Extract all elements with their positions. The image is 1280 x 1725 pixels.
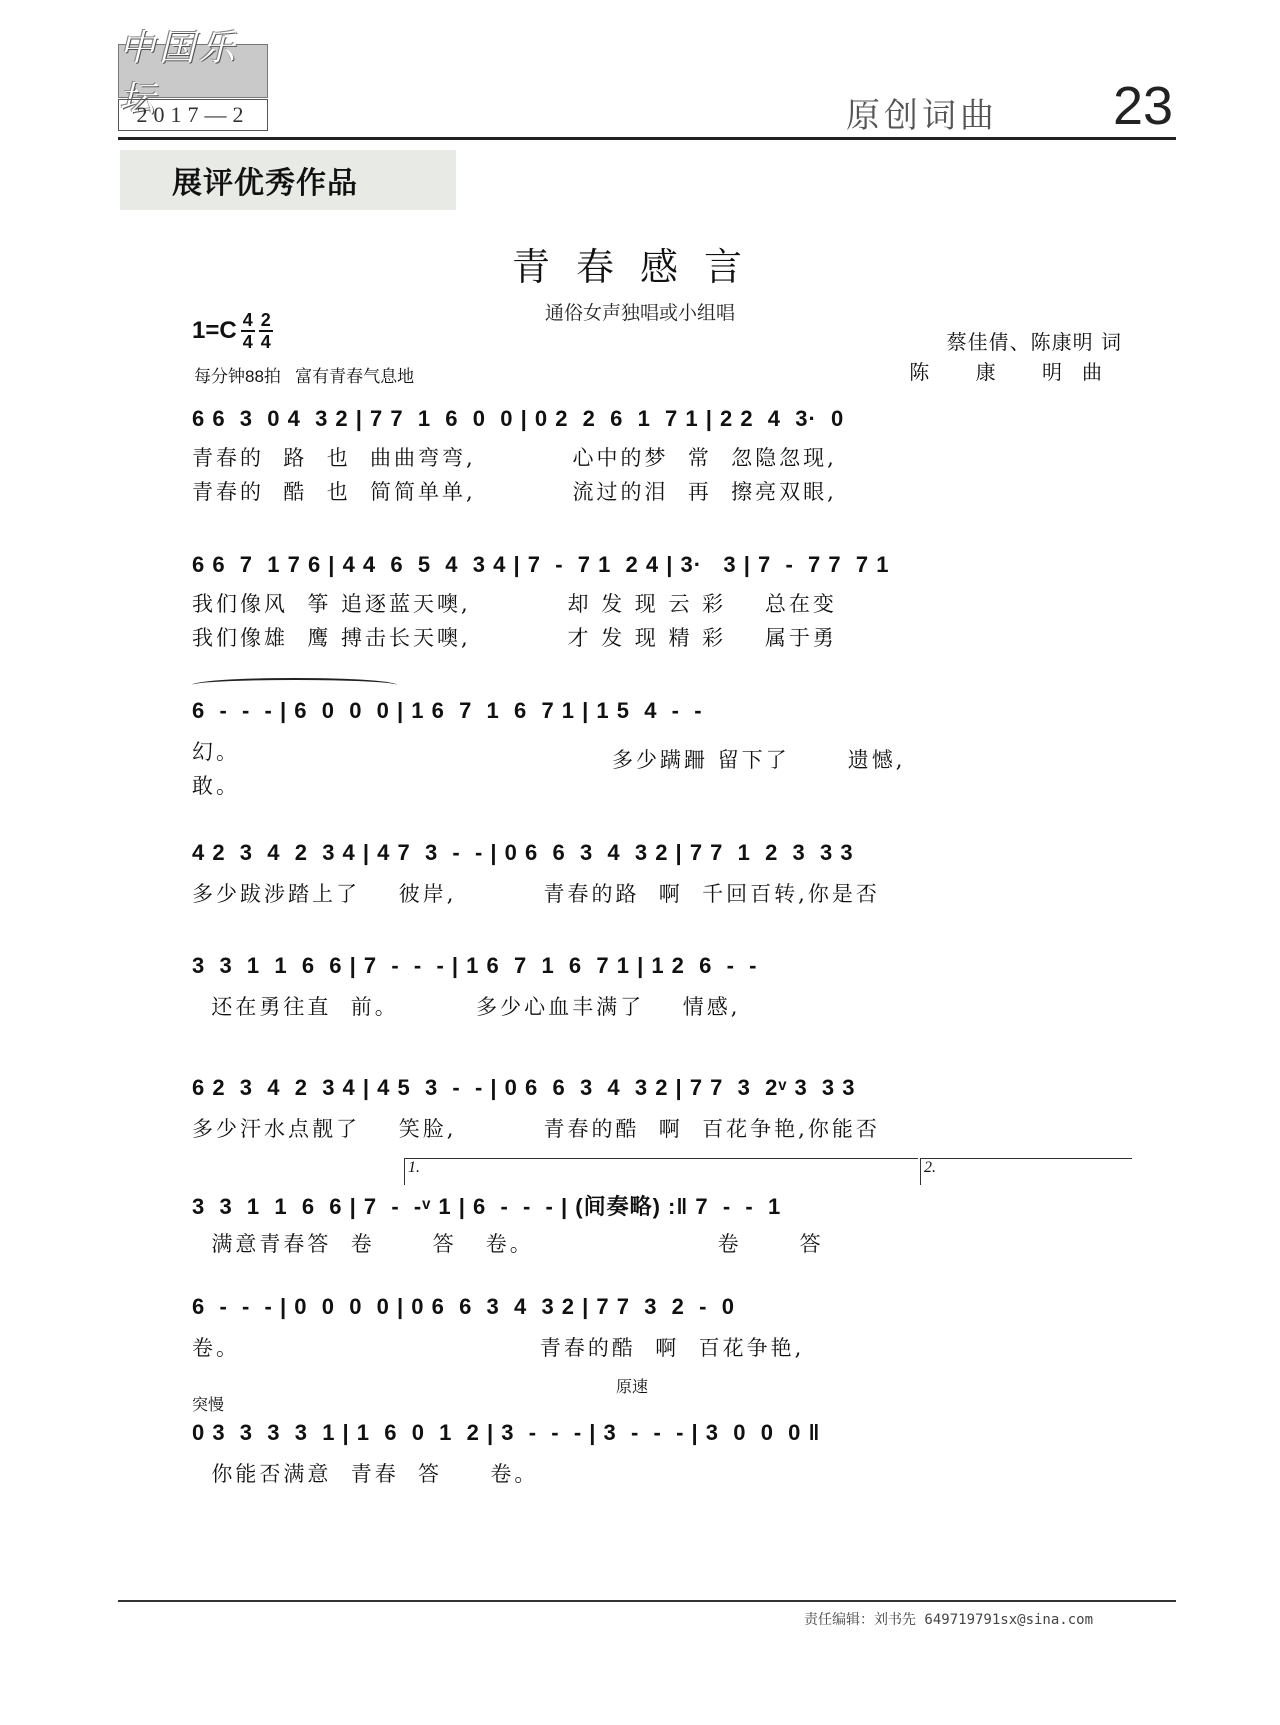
tie-arc bbox=[192, 678, 397, 692]
lyric-line: 多少蹒跚 留下了 遗憾, bbox=[612, 748, 906, 772]
page-number: 23 bbox=[1113, 76, 1174, 136]
header-rule bbox=[118, 137, 1176, 140]
key-signature bbox=[192, 310, 273, 352]
song-title: 青春感言 bbox=[511, 245, 768, 289]
notation-line: 3 3 1 1 6 6 | 7 - - - | 1 6 7 1 6 7 1 | 1 2 6 - - bbox=[192, 953, 758, 978]
key-label: 1=C bbox=[192, 317, 237, 344]
notation-line: 6 - - - | 0 0 0 0 | 0 6 6 3 4 3 2 | 7 7 3 2 - 0 bbox=[192, 1294, 735, 1319]
lyric-verse-1: 青春的 路 也 曲曲弯弯, 心中的梦 常 忽隐忽现, bbox=[192, 446, 837, 470]
notation-line: 6 2 3 4 2 3 4 | 4 5 3 - - | 0 6 6 3 4 3 2 | 7 7 3 2ᵛ 3 3 3 bbox=[192, 1075, 856, 1100]
song-subtitle: 通俗女声独唱或小组唱 bbox=[544, 302, 735, 324]
notation-line: 6 6 3 0 4 3 2 | 7 7 1 6 0 0 | 0 2 2 6 1 7 1 | 2 2 4 3· 0 bbox=[192, 406, 845, 431]
a-tempo-marking: 原速 bbox=[616, 1379, 649, 1396]
notation-line: 0 3 3 3 3 1 | 1 6 0 1 2 | 3 - - - | 3 - - - | 3 0 0 0 ‖ bbox=[192, 1420, 821, 1445]
editor-credit: 责任编辑：刘书先 649719791sx@sina.com bbox=[804, 1612, 1094, 1628]
volta-1: 1. bbox=[404, 1158, 918, 1185]
footer-rule bbox=[118, 1600, 1176, 1602]
lyric-line: 满意青春答 卷 答 卷。 卷 答 bbox=[192, 1232, 824, 1256]
lyric-verse-2: 青春的 酷 也 简简单单, 流过的泪 再 擦亮双眼, bbox=[192, 480, 837, 504]
lyric-verse-2-end: 敢。 bbox=[192, 774, 240, 798]
composer-credit: 陈 康 明曲 bbox=[909, 360, 1122, 384]
magazine-logo: 中国乐坛 bbox=[118, 44, 268, 98]
notation-line: 6 - - - | 6 0 0 0 | 1 6 7 1 6 7 1 | 1 5 4 - - bbox=[192, 698, 703, 723]
tempo-marking: 每分钟88拍 富有青春气息地 bbox=[194, 367, 415, 386]
notation-line: 3 3 1 1 6 6 | 7 - -ᵛ 1 | 6 - - - | (间奏略) :‖ 7 - - 1 bbox=[192, 1194, 782, 1219]
lyric-line: 多少跋涉踏上了 彼岸, 青春的路 啊 千回百转,你是否 bbox=[192, 882, 880, 906]
lyricist-credit: 蔡佳倩、陈康明 词 bbox=[946, 330, 1122, 354]
lyric-verse-1: 我们像风 筝 追逐蓝天噢, 却 发 现 云 彩 总在变 bbox=[192, 592, 837, 616]
section-title: 原创词曲 bbox=[846, 96, 998, 136]
lyric-line: 你能否满意 青春 答 卷。 bbox=[192, 1462, 539, 1486]
lyric-verse-1-end: 幻。 bbox=[192, 740, 240, 764]
lyric-line: 卷。 青春的酷 啊 百花争艳, bbox=[192, 1336, 805, 1360]
issue-label: 2017—2 bbox=[118, 99, 268, 131]
banner-title: 展评优秀作品 bbox=[172, 166, 358, 201]
lyric-line: 还在勇往直 前。 多少心血丰满了 情感, bbox=[192, 995, 741, 1019]
notation-line: 6 6 7 1 7 6 | 4 4 6 5 4 3 4 | 7 - 7 1 2 4 | 3· 3 | 7 - 7 7 7 1 bbox=[192, 552, 890, 577]
notation-line: 4 2 3 4 2 3 4 | 4 7 3 - - | 0 6 6 3 4 3 2 | 7 7 1 2 3 3 3 bbox=[192, 840, 854, 865]
ritardando-marking: 突慢 bbox=[192, 1397, 225, 1414]
lyric-line: 多少汗水点靓了 笑脸, 青春的酷 啊 百花争艳,你能否 bbox=[192, 1117, 880, 1141]
lyric-verse-2: 我们像雄 鹰 搏击长天噢, 才 发 现 精 彩 属于勇 bbox=[192, 626, 837, 650]
time-sig-2-4: $\frac{2}{4}$ bbox=[260, 310, 271, 352]
volta-2: 2. bbox=[920, 1158, 1132, 1185]
time-sig-4-4: $\frac{4}{4}$ bbox=[242, 310, 253, 352]
